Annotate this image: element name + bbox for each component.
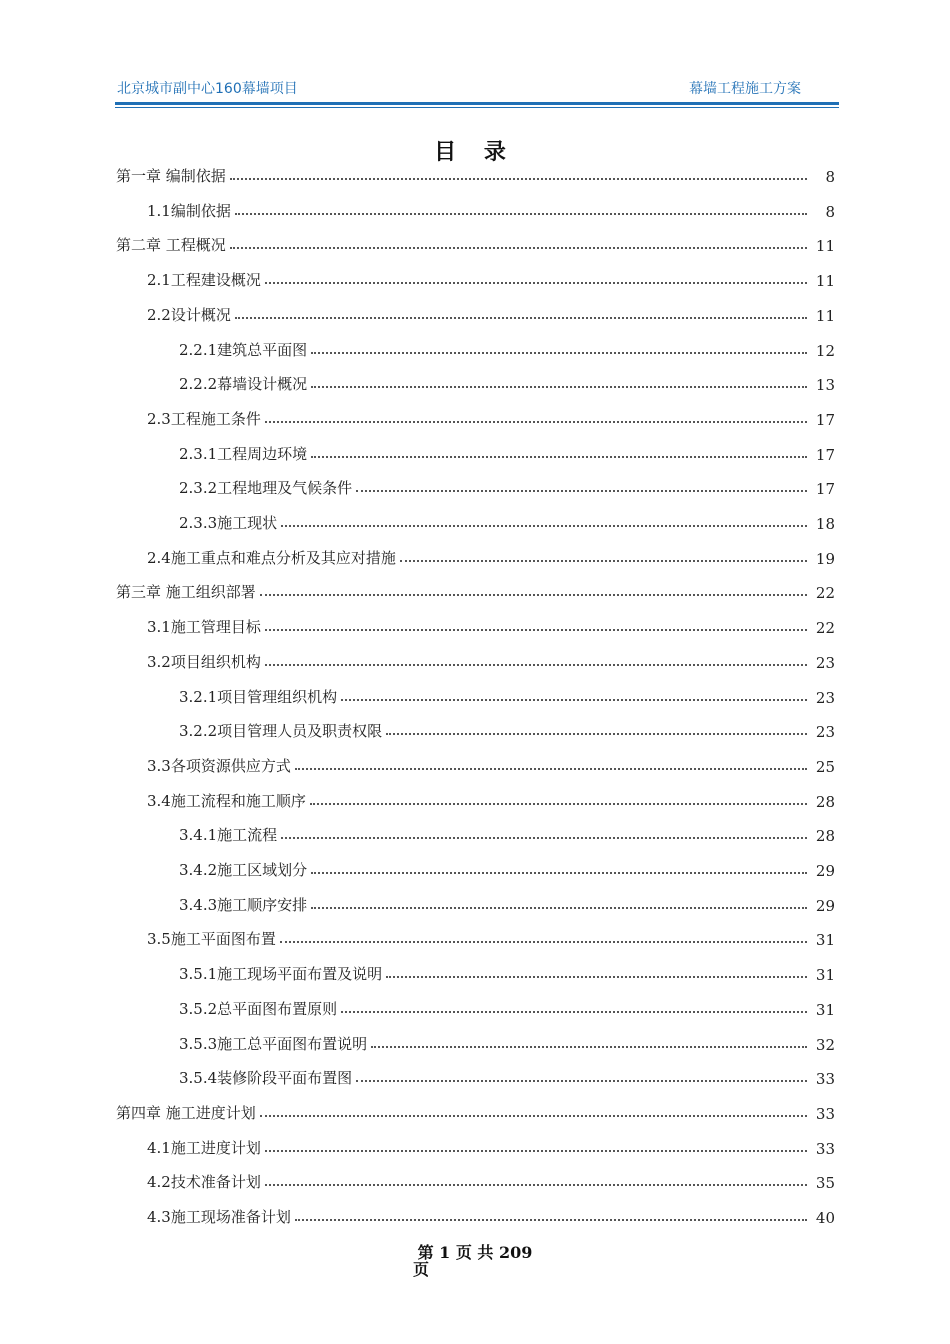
toc-entry-label: 3.4施工流程和施工顺序 xyxy=(147,791,306,810)
page-footer xyxy=(0,1240,950,1263)
toc-entry-label: 第三章 施工组织部署 xyxy=(116,583,256,602)
header-project-name: 北京城市副中心160幕墙项目 xyxy=(117,81,298,97)
toc-leader-dots xyxy=(295,1219,807,1221)
toc-leader-dots xyxy=(235,213,807,215)
toc-entry-page: 40 xyxy=(815,1209,835,1227)
toc-entry[interactable] xyxy=(179,821,835,845)
toc-entry-label: 4.3施工现场准备计划 xyxy=(147,1208,291,1226)
toc-entry-page: 29 xyxy=(815,862,835,880)
page-title: 目 录 xyxy=(434,140,516,165)
toc-entry[interactable] xyxy=(147,301,835,325)
toc-leader-dots xyxy=(230,178,807,180)
toc-entry-label: 2.3.2工程地理及气候条件 xyxy=(179,479,353,498)
header-rule-thin xyxy=(115,107,839,108)
toc-entry-label: 3.2项目组织机构 xyxy=(147,652,261,671)
toc-leader-dots xyxy=(230,247,807,249)
toc-leader-dots xyxy=(280,941,807,943)
toc-entry[interactable] xyxy=(147,1134,835,1158)
toc-entry[interactable] xyxy=(147,405,835,429)
toc-entry[interactable] xyxy=(116,578,835,602)
toc-entry[interactable] xyxy=(179,1064,835,1088)
toc-entry[interactable] xyxy=(179,370,835,394)
toc-entry-label: 3.4.1施工流程 xyxy=(179,826,278,845)
toc-entry-page: 23 xyxy=(815,688,835,707)
toc-entry-page: 17 xyxy=(815,445,835,464)
toc-entry[interactable] xyxy=(147,266,835,290)
toc-entry[interactable] xyxy=(179,717,835,741)
toc-leader-dots xyxy=(311,907,807,909)
toc-entry-label: 2.2.2幕墙设计概况 xyxy=(179,375,308,394)
toc-entry-label: 1.1编制依据 xyxy=(147,201,231,220)
toc-entry-page: 23 xyxy=(815,653,835,672)
toc-entry[interactable] xyxy=(147,925,835,949)
toc-entry-page: 28 xyxy=(815,827,835,846)
toc-entry[interactable] xyxy=(179,440,835,464)
toc-entry-page: 32 xyxy=(815,1035,835,1054)
toc-leader-dots xyxy=(260,1115,807,1117)
toc-leader-dots xyxy=(265,1184,807,1186)
toc-entry-label: 2.3.1工程周边环境 xyxy=(179,444,308,463)
toc-entry-label: 2.2设计概况 xyxy=(147,305,231,324)
toc-entry[interactable] xyxy=(179,1030,835,1054)
toc-entry-page: 31 xyxy=(815,931,835,950)
toc-entry-page: 25 xyxy=(815,757,835,776)
toc-leader-dots xyxy=(386,976,807,978)
toc-leader-dots xyxy=(235,317,807,319)
toc-entry-label: 2.1工程建设概况 xyxy=(147,271,261,290)
toc-entry-label: 3.5.3施工总平面图布置说明 xyxy=(179,1034,368,1053)
toc-entry-label: 3.5.2总平面图布置原则 xyxy=(179,999,338,1018)
toc-leader-dots xyxy=(265,1150,807,1152)
toc-leader-dots xyxy=(311,386,807,388)
toc-entry-label: 2.3工程施工条件 xyxy=(147,409,261,428)
toc-entry[interactable] xyxy=(179,683,835,707)
toc-entry-label: 2.3.3施工现状 xyxy=(179,514,278,532)
page-footer-overflow: 页 xyxy=(413,1260,430,1279)
toc-entry[interactable] xyxy=(179,856,835,880)
toc-leader-dots xyxy=(341,1011,807,1013)
toc-entry-label: 第二章 工程概况 xyxy=(116,236,226,255)
toc-leader-dots xyxy=(265,282,807,284)
toc-entry-label: 第一章 编制依据 xyxy=(116,167,226,185)
toc-entry[interactable] xyxy=(179,960,835,984)
toc-leader-dots xyxy=(356,490,807,492)
toc-entry-page: 19 xyxy=(815,549,835,568)
toc-entry-page: 31 xyxy=(815,966,835,985)
toc-entry[interactable] xyxy=(147,544,835,568)
toc-entry-page: 11 xyxy=(815,237,835,256)
toc-entry[interactable] xyxy=(147,752,835,776)
toc-entry-label: 4.1施工进度计划 xyxy=(147,1138,261,1157)
toc-entry[interactable] xyxy=(147,613,835,637)
toc-leader-dots xyxy=(356,1080,807,1082)
toc-entry[interactable] xyxy=(116,1099,835,1123)
toc-entry-page: 12 xyxy=(815,341,835,360)
toc-entry-label: 2.4施工重点和难点分析及其应对措施 xyxy=(147,548,396,567)
toc-entry-label: 3.3各项资源供应方式 xyxy=(147,756,291,775)
toc-entry[interactable] xyxy=(147,787,835,811)
toc-entry-page: 8 xyxy=(825,168,835,186)
toc-entry-page: 11 xyxy=(815,306,835,325)
toc-entry-label: 3.4.3施工顺序安排 xyxy=(179,895,308,914)
toc-entry-page: 11 xyxy=(815,272,835,291)
toc-entry[interactable] xyxy=(179,336,835,360)
toc-entry-label: 3.5.4装修阶段平面布置图 xyxy=(179,1069,353,1088)
toc-leader-dots xyxy=(341,699,807,701)
toc-entry-page: 22 xyxy=(815,619,835,638)
header-rule xyxy=(115,102,839,105)
toc-entry-page: 17 xyxy=(815,410,835,429)
toc-entry-page: 33 xyxy=(815,1104,835,1123)
toc-leader-dots xyxy=(311,352,807,354)
toc-entry-page: 28 xyxy=(815,792,835,811)
toc-entry-page: 29 xyxy=(815,896,835,915)
page-number: 第 1 页 共 209 xyxy=(417,1243,533,1262)
toc-leader-dots xyxy=(265,421,807,423)
toc-leader-dots xyxy=(400,560,807,562)
toc-entry-label: 2.2.1建筑总平面图 xyxy=(179,340,308,359)
toc-entry-page: 8 xyxy=(825,202,835,221)
toc-entry[interactable] xyxy=(147,1203,835,1227)
toc-leader-dots xyxy=(260,594,807,596)
toc-leader-dots xyxy=(281,837,807,839)
toc-entry-page: 35 xyxy=(815,1174,835,1193)
toc-leader-dots xyxy=(265,629,807,631)
toc-entry-page: 33 xyxy=(815,1070,835,1089)
toc-entry[interactable] xyxy=(179,474,835,498)
toc-entry-page: 13 xyxy=(815,376,835,395)
toc-leader-dots xyxy=(386,733,807,735)
toc-entry[interactable] xyxy=(147,1168,835,1192)
toc-entry-label: 3.5.1施工现场平面布置及说明 xyxy=(179,965,383,984)
toc-entry-page: 33 xyxy=(815,1139,835,1158)
toc-leader-dots xyxy=(310,803,807,805)
toc-entry-label: 3.5施工平面图布置 xyxy=(147,930,276,949)
page-header xyxy=(115,78,839,100)
toc-leader-dots xyxy=(295,768,807,770)
header-document-title: 幕墙工程施工方案 xyxy=(689,81,801,97)
toc-leader-dots xyxy=(281,525,807,527)
toc-entry[interactable] xyxy=(147,648,835,672)
toc-entry[interactable] xyxy=(179,891,835,915)
toc-entry-page: 18 xyxy=(815,515,835,533)
toc-entry-page: 17 xyxy=(815,480,835,499)
toc-entry-label: 3.4.2施工区域划分 xyxy=(179,861,308,879)
toc-entry-page: 22 xyxy=(815,584,835,603)
toc-entry[interactable] xyxy=(179,995,835,1019)
toc-leader-dots xyxy=(311,872,807,874)
toc-entry[interactable] xyxy=(147,197,835,221)
toc-entry[interactable] xyxy=(179,509,835,533)
toc-entry-label: 3.2.2项目管理人员及职责权限 xyxy=(179,722,383,741)
toc-leader-dots xyxy=(265,664,807,666)
toc-entry-page: 23 xyxy=(815,723,835,742)
toc-entry[interactable] xyxy=(116,231,835,255)
toc-leader-dots xyxy=(311,456,807,458)
toc-entry-label: 4.2技术准备计划 xyxy=(147,1173,261,1192)
toc-entry-page: 31 xyxy=(815,1000,835,1019)
toc-entry-label: 3.1施工管理目标 xyxy=(147,618,261,637)
toc-entry-label: 第四章 施工进度计划 xyxy=(116,1103,256,1122)
toc-entry[interactable] xyxy=(116,162,835,186)
toc-entry-label: 3.2.1项目管理组织机构 xyxy=(179,687,338,706)
toc-leader-dots xyxy=(371,1046,807,1048)
